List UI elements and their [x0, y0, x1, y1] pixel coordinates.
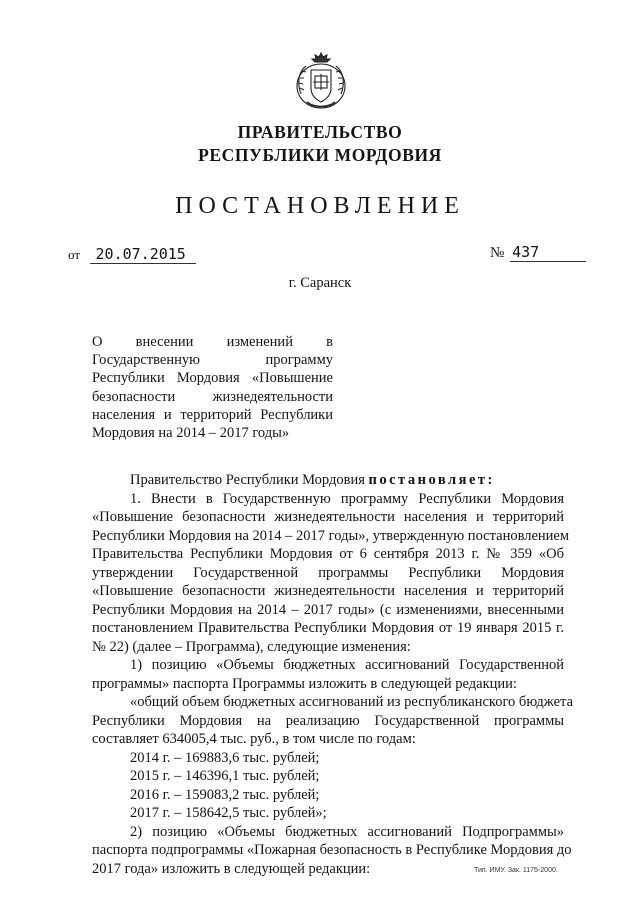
date-label: от: [68, 247, 81, 262]
body-line: «общий объем бюджетных ассигнований из республиканского бюджета: [130, 694, 574, 710]
body-line: 2017 года» изложить в следующей редакции:: [92, 860, 371, 877]
body-line: программы» паспорта Программы изложить в следующей редакции:: [92, 675, 517, 692]
body-line: постановлением Правительства Республики Мордовия от 19 января 2015 г.: [92, 620, 564, 636]
body-intro: [92, 471, 564, 490]
intro-prefix: Правительство Республики Мордовия: [130, 472, 369, 488]
city-label: г. Саранск: [288, 275, 352, 291]
body-line: 2014 г. – 169883,6 тыс. рублей;: [130, 749, 320, 766]
body-line: Республики Мордовия на 2014 – 2017 годы», утвержденную постановлением: [92, 527, 570, 544]
government-subtitle: РЕСПУБЛИКИ МОРДОВИЯ: [198, 145, 442, 165]
number-label: №: [490, 245, 505, 261]
subject-line: населения и территорий Республики: [92, 406, 333, 423]
body-line: № 22) (далее – Программа), следующие изменения:: [92, 638, 411, 655]
coat-of-arms-icon: [292, 50, 350, 112]
body-line: утверждении Государственной программы Республики Мордовия: [92, 564, 564, 581]
number-row: [490, 243, 586, 262]
body-line: 2015 г. – 146396,1 тыс. рублей;: [130, 768, 320, 784]
body-line: Правительства Республики Мордовия от 6 сентября 2013 г. № 359 «Об: [92, 546, 564, 562]
government-title: ПРАВИТЕЛЬСТВО: [237, 122, 403, 142]
intro-verb: постановляет:: [368, 472, 495, 488]
body-line: «Повышение безопасности жизнедеятельности населения и территорий: [92, 509, 564, 525]
body-line: паспорта подпрограммы «Пожарная безопасность в Республике Мордовия до: [92, 842, 572, 858]
print-mark: Тип. ИМУ. Зак. 1175-2000.: [474, 867, 558, 874]
body-line: 2017 г. – 158642,5 тыс. рублей»;: [130, 805, 327, 821]
body-text: [92, 471, 574, 878]
body-line: 1. Внести в Государственную программу Республики Мордовия: [130, 490, 564, 507]
number-field: 437: [510, 243, 586, 262]
body-line: 1) позицию «Объемы бюджетных ассигнований Государственной: [130, 657, 564, 673]
body-line: 2016 г. – 159083,2 тыс. рублей;: [130, 786, 320, 803]
date-field: 20.07.2015: [90, 245, 196, 264]
subject-line: О внесении изменений в: [92, 334, 333, 350]
body-line: Республики Мордовия на реализацию Государственной программы: [92, 712, 564, 729]
subject-line: безопасности жизнедеятельности: [92, 388, 333, 405]
subject-line: Мордовия на 2014 – 2017 годы»: [92, 424, 290, 441]
subject-line: Республики Мордовия «Повышение: [92, 370, 333, 387]
body-line: «Повышение безопасности жизнедеятельности населения и территорий: [92, 583, 564, 599]
document-type-title: ПОСТАНОВЛЕНИЕ: [175, 193, 465, 219]
date-row: [68, 245, 196, 264]
body-line: 2) позицию «Объемы бюджетных ассигнований Подпрограммы»: [130, 823, 564, 840]
body-line: составляет 634005,4 тыс. руб., в том числе по годам:: [92, 731, 416, 747]
subject-block: [92, 333, 333, 442]
subject-line: Государственную программу: [92, 352, 333, 369]
body-line: Республики Мордовия на 2014 – 2017 годы» (с изменениями, внесенными: [92, 601, 564, 618]
